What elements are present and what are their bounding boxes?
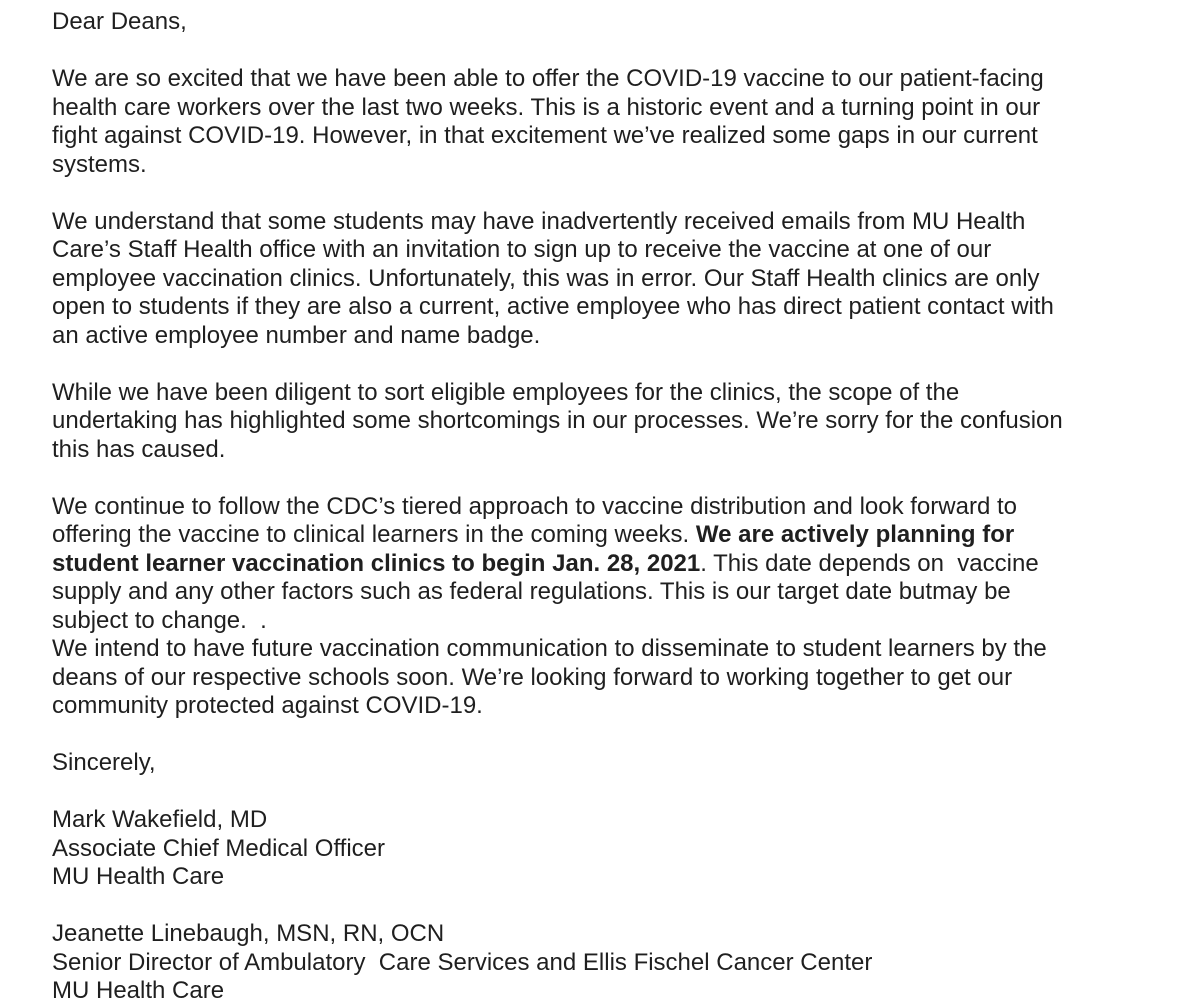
signatory-name: Jeanette Linebaugh, MSN, RN, OCN — [52, 920, 445, 947]
signature-block-1 — [52, 806, 1182, 892]
paragraph-line: Care’s Staff Health office with an invitation to sign up to receive the vaccine at one of our — [52, 236, 992, 263]
paragraph-text: offering the vaccine to clinical learners in the coming weeks. — [52, 521, 696, 548]
signatory-name: Mark Wakefield, MD — [52, 806, 268, 833]
paragraph-line: We continue to follow the CDC’s tiered approach to vaccine distribution and look forward to — [52, 492, 1017, 520]
paragraph-line: this has caused. — [52, 435, 226, 463]
paragraph-spacer — [52, 37, 1182, 66]
paragraph-line: an active employee number and name badge. — [52, 321, 541, 349]
highlighted-text: We are actively planning for — [695, 521, 1015, 548]
paragraph-line: We understand that some students may have inadvertently received emails from MU Health — [52, 207, 1026, 235]
paragraph-line: fight against COVID-19. However, in that excitement we’ve realized some gaps in our current — [52, 122, 1038, 149]
paragraph-line: While we have been diligent to sort eligible employees for the clinics, the scope of the — [52, 378, 960, 406]
paragraph-apology — [52, 379, 1182, 465]
salutation: Dear Deans, — [52, 8, 187, 35]
paragraph-line: health care workers over the last two weeks. This is a historic event and a turning point in our — [52, 93, 1041, 121]
paragraph-line: deans of our respective schools soon. We’re looking forward to working together to get our — [52, 663, 1013, 691]
paragraph-spacer — [52, 778, 1182, 807]
paragraph-line — [52, 521, 1182, 550]
paragraph-line: We are so excited that we have been able to offer the COVID-19 vaccine to our patient-facing — [52, 65, 1044, 92]
paragraph-line: open to students if they are also a current, active employee who has direct patient contact with — [52, 293, 1054, 320]
paragraph-email-error — [52, 208, 1182, 351]
paragraph-line: employee vaccination clinics. Unfortunately, this was in error. Our Staff Health clinics are only — [52, 264, 1040, 292]
paragraph-line: community protected against COVID-19. — [52, 692, 483, 719]
paragraph-line: systems. — [52, 150, 147, 178]
paragraph-spacer — [52, 721, 1182, 750]
signatory-organization: MU Health Care — [52, 863, 225, 890]
letter-body — [52, 8, 1182, 1006]
paragraph-spacer — [52, 464, 1182, 493]
paragraph-spacer — [52, 350, 1182, 379]
closing: Sincerely, — [52, 749, 156, 776]
paragraph-line: We intend to have future vaccination communication to disseminate to student learners by the — [52, 635, 1047, 662]
signatory-title: Associate Chief Medical Officer — [52, 834, 386, 862]
signatory-organization: MU Health Care — [52, 977, 225, 1004]
paragraph-text: . This date depends on vaccine — [700, 549, 1039, 577]
signatory-title: Senior Director of Ambulatory Care Services and Ellis Fischel Cancer Center — [52, 948, 873, 976]
highlighted-text: student learner vaccination clinics to begin Jan. 28, 2021 — [52, 549, 701, 577]
signature-block-2 — [52, 920, 1182, 1006]
paragraph-line: undertaking has highlighted some shortcomings in our processes. We’re sorry for the confusion — [52, 407, 1063, 434]
paragraph-spacer — [52, 892, 1182, 921]
paragraph-spacer — [52, 179, 1182, 208]
paragraph-line: supply and any other factors such as federal regulations. This is our target date butmay be — [52, 578, 1011, 605]
paragraph-clinic-plan — [52, 493, 1182, 636]
paragraph-vaccine-offer — [52, 65, 1182, 179]
paragraph-future-communication — [52, 635, 1182, 721]
paragraph-line: subject to change. . — [52, 606, 267, 634]
paragraph-line — [52, 550, 1182, 579]
